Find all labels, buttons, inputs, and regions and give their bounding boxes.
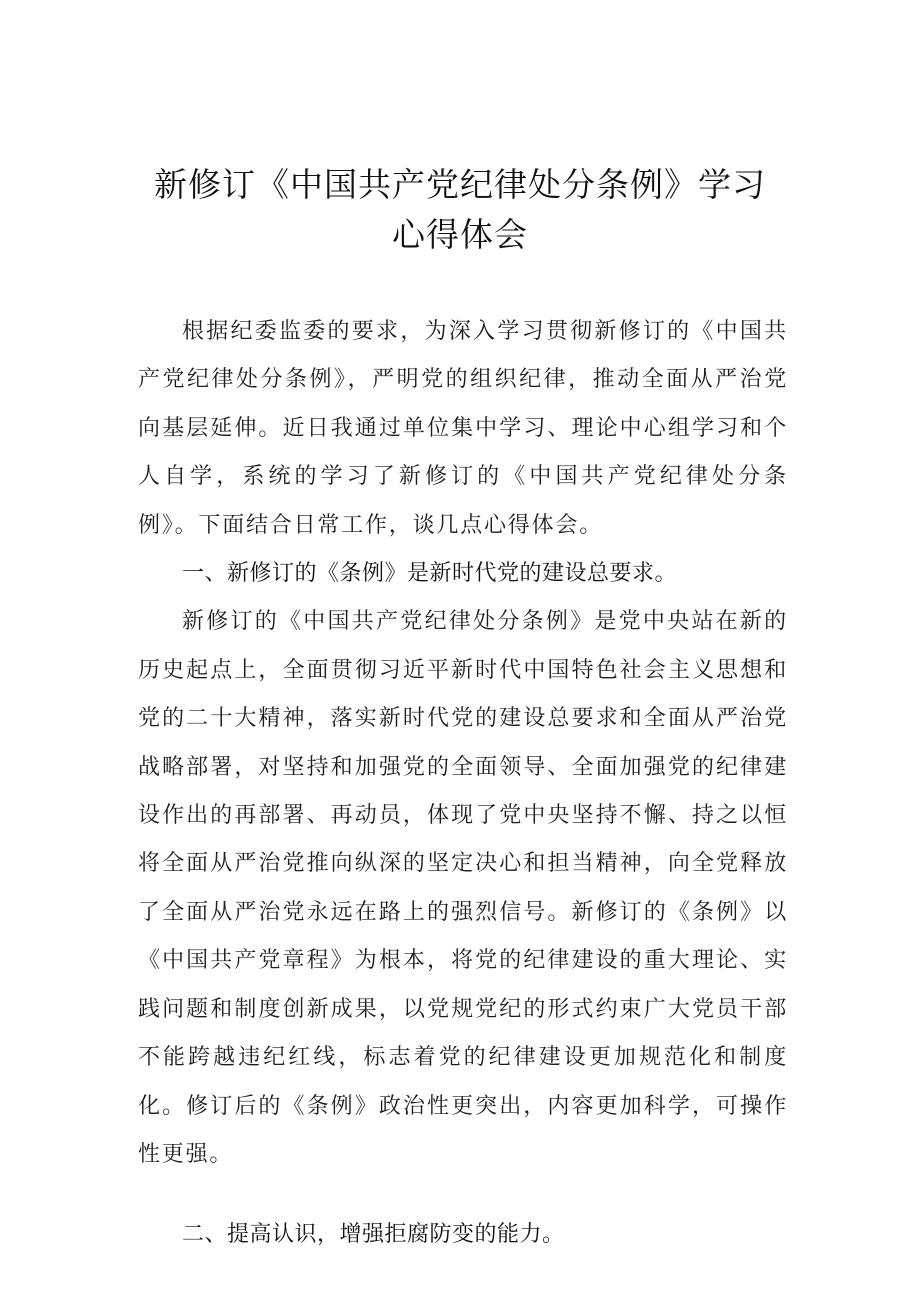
document-title	[120, 160, 800, 260]
title-line-1: 新修订《中国共产党纪律处分条例》学习	[154, 165, 766, 204]
section-heading-1: 一、新修订的《条例》是新时代党的建设总要求。	[182, 561, 678, 587]
section-heading-2: 二、提高认识，增强拒腐防变的能力。	[182, 1222, 565, 1248]
title-line-2: 心得体会	[392, 215, 528, 254]
intro-paragraph: 根据纪委监委的要求，为深入学习贯彻新修订的《中国共产党纪律处分条例》，严明党的组织纪律，推动全面从严治党向基层延伸。近日我通过单位集中学习、理论中心组学习和个人自学，系统的学习了新修订的《中国共产党纪律处分条例》。下面结合日常工作，谈几点心得体会。	[138, 319, 788, 538]
section-1-paragraph: 新修订的《中国共产党纪律处分条例》是党中央站在新的历史起点上，全面贯彻习近平新时代中国特色社会主义思想和党的二十大精神，落实新时代党的建设总要求和全面从严治党战略部署，对坚持和加强党的全面领导、全面加强党的纪律建设作出的再部署、再动员，体现了党中央坚持不懈、持之以恒将全面从严治党推向纵深的坚定决心和担当精神，向全党释放了全面从严治党永远在路上的强烈信号。新修订的《条例》以《中国共产党章程》为根本，将党的纪律建设的重大理论、实践问题和制度创新成果，以党规党纪的形式约束广大党员干部不能跨越违纪红线，标志着党的纪律建设更加规范化和制度化。修订后的《条例》政治性更突出，内容更加科学，可操作性更强。	[138, 609, 788, 1167]
document-body	[138, 308, 788, 1260]
